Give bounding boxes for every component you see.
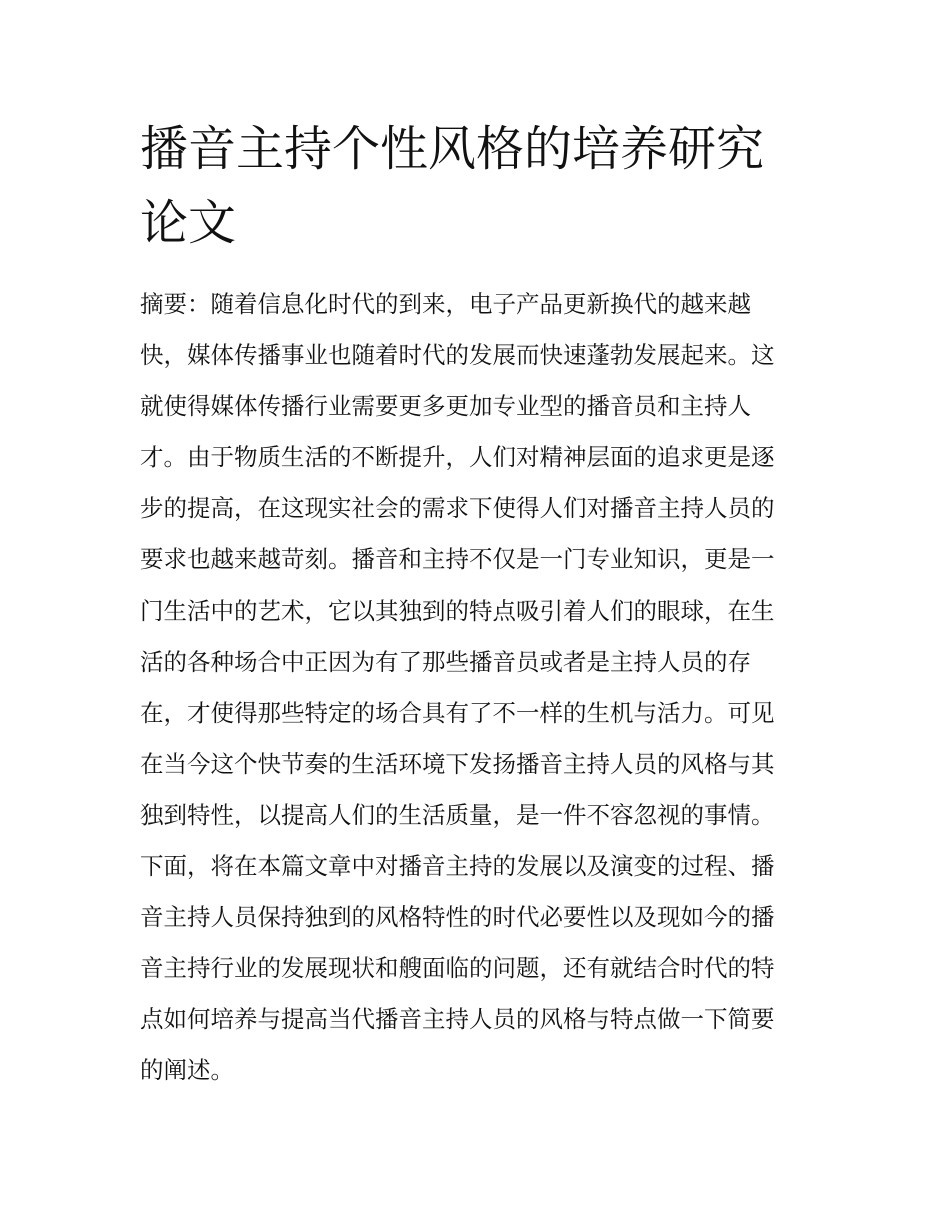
title-line: 播音主持个性风格的培养研究 [140,121,765,177]
abstract-line: 独到特性，以提高人们的生活质量，是一件不容忽视的事情。 [140,800,775,829]
abstract-line: 点如何培养与提高当代播音主持人员的风格与特点做一下简要 [140,1005,775,1034]
abstract-line: 就使得媒体传播行业需要更多更加专业型的播音员和主持人 [140,392,751,421]
title-line: 论文 [140,195,237,251]
abstract-paragraph [140,279,830,1097]
abstract-line: 要求也越来越苛刻。播音和主持不仅是一门专业知识，更是一 [140,545,775,574]
abstract-line: 音主持行业的发展现状和艘面临的问题，还有就结合时代的特 [140,954,775,983]
document-title [140,112,820,260]
abstract-line: 的阐述。 [140,1056,234,1085]
abstract-line: 在，才使得那些特定的场合具有了不一样的生机与活力。可见 [140,698,775,727]
abstract-line: 步的提高，在这现实社会的需求下使得人们对播音主持人员的 [140,494,775,523]
abstract-line: 快，媒体传播事业也随着时代的发展而快速蓬勃发展起来。这 [140,341,775,370]
abstract-line: 活的各种场合中正因为有了那些播音员或者是主持人员的存 [140,647,751,676]
abstract-line: 摘要：随着信息化时代的到来，电子产品更新换代的越来越 [140,290,751,318]
abstract-line: 在当今这个快节奏的生活环境下发扬播音主持人员的风格与其 [140,749,775,778]
abstract-line: 门生活中的艺术，它以其独到的特点吸引着人们的眼球，在生 [140,596,775,625]
abstract-line: 才。由于物质生活的不断提升，人们对精神层面的追求更是逐 [140,443,775,472]
abstract-line: 音主持人员保持独到的风格特性的时代必要性以及现如今的播 [140,903,775,932]
abstract-line: 下面，将在本篇文章中对播音主持的发展以及演变的过程、播 [140,852,775,881]
